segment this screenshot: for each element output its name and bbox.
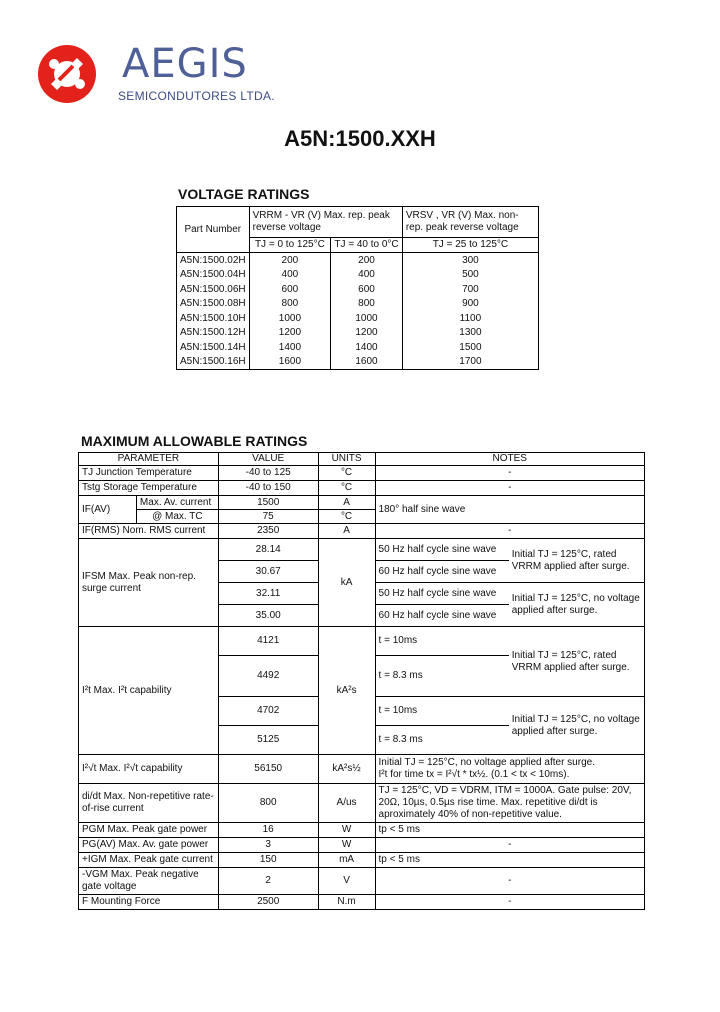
vrrm-0-125-cell: 1600 xyxy=(249,355,331,370)
param-tj: TJ Junction Temperature xyxy=(79,466,219,481)
value-i2t-3: 4702 xyxy=(218,697,318,726)
company-name: AEGIS xyxy=(122,41,248,87)
value-ifsm-1: 28.14 xyxy=(218,539,318,561)
table-row xyxy=(177,355,539,370)
vrrm-header: VRRM - VR (V) Max. rep. peak reverse voltage xyxy=(249,207,402,238)
units-ifav-2: °C xyxy=(318,510,375,524)
notes-vgm: - xyxy=(375,868,644,895)
units-didt: A/us xyxy=(318,784,375,823)
notes-tj: - xyxy=(375,466,644,481)
document-title: A5N:1500.XXH xyxy=(284,126,436,151)
table-row xyxy=(79,524,645,539)
vrsm-cell: 1300 xyxy=(402,326,538,341)
param-i2t: I²t Max. I²t capability xyxy=(79,627,219,755)
note-i2rt-2: I²t for time tx = I²√t * tx½. (0.1 < tx < 10ms). xyxy=(378,769,570,780)
param-ifav: IF(AV) xyxy=(79,496,137,524)
cond-i2t-1: t = 10ms xyxy=(375,627,509,656)
units-i2rt: kA²s½ xyxy=(318,755,375,784)
table-row xyxy=(79,755,645,784)
vrrm-0-125-cell: 1400 xyxy=(249,340,331,355)
value-force: 2500 xyxy=(218,895,318,910)
units-i2t: kA²s xyxy=(318,627,375,755)
table-row xyxy=(79,895,645,910)
vrrm-40-0-cell: 600 xyxy=(331,282,403,297)
vrrm-0-125-cell: 200 xyxy=(249,253,331,268)
table-row xyxy=(177,311,539,326)
cond-i2t-2: t = 8.3 ms xyxy=(375,656,509,697)
value-pgav: 3 xyxy=(218,838,318,853)
table-row xyxy=(79,481,645,496)
table-row xyxy=(177,253,539,268)
value-ifsm-3: 32.11 xyxy=(218,583,318,605)
table-row xyxy=(79,823,645,838)
part-number-cell: A5N:1500.14H xyxy=(177,340,250,355)
units-ifrms: A xyxy=(318,524,375,539)
table-row xyxy=(79,496,645,510)
value-i2rt: 56150 xyxy=(218,755,318,784)
note-ifsm-1: Initial TJ = 125°C, rated VRRM applied after surge. xyxy=(509,539,645,583)
units-pgav: W xyxy=(318,838,375,853)
value-ifsm-2: 30.67 xyxy=(218,561,318,583)
vrrm-40-0-cell: 800 xyxy=(331,297,403,312)
tj-range-2: TJ = 40 to 0°C xyxy=(331,238,403,253)
table-row xyxy=(79,853,645,868)
voltage-ratings-rows xyxy=(177,253,539,370)
max-ratings-table xyxy=(78,452,645,910)
param-i2rt: I²√t Max. I²√t capability xyxy=(79,755,219,784)
table-row xyxy=(79,838,645,853)
units-pgm: W xyxy=(318,823,375,838)
part-number-cell: A5N:1500.10H xyxy=(177,311,250,326)
value-ifav-2: 75 xyxy=(218,510,318,524)
units-igm: mA xyxy=(318,853,375,868)
value-igm: 150 xyxy=(218,853,318,868)
table-row xyxy=(79,627,645,656)
vrrm-0-125-cell: 800 xyxy=(249,297,331,312)
vrrm-0-125-cell: 1200 xyxy=(249,326,331,341)
part-number-cell: A5N:1500.02H xyxy=(177,253,250,268)
vrsm-cell: 1500 xyxy=(402,340,538,355)
notes-ifav: 180° half sine wave xyxy=(375,496,644,524)
voltage-ratings-heading: VOLTAGE RATINGS xyxy=(178,186,310,202)
tj-range-1: TJ = 0 to 125°C xyxy=(249,238,331,253)
units-ifsm: kA xyxy=(318,539,375,627)
part-number-cell: A5N:1500.06H xyxy=(177,282,250,297)
table-row xyxy=(177,282,539,297)
header-notes: NOTES xyxy=(375,453,644,466)
part-number-cell: A5N:1500.04H xyxy=(177,268,250,283)
vrrm-40-0-cell: 1400 xyxy=(331,340,403,355)
vrrm-40-0-cell: 200 xyxy=(331,253,403,268)
cond-ifsm-2: 60 Hz half cycle sine wave xyxy=(375,561,509,583)
value-ifsm-4: 35.00 xyxy=(218,605,318,627)
vrrm-40-0-cell: 1000 xyxy=(331,311,403,326)
value-tstg: -40 to 150 xyxy=(218,481,318,496)
table-row xyxy=(177,326,539,341)
value-i2t-4: 5125 xyxy=(218,726,318,755)
vrrm-0-125-cell: 1000 xyxy=(249,311,331,326)
tj-range-3: TJ = 25 to 125°C xyxy=(402,238,538,253)
part-number-cell: A5N:1500.08H xyxy=(177,297,250,312)
vrrm-40-0-cell: 1200 xyxy=(331,326,403,341)
notes-igm: tp < 5 ms xyxy=(375,853,644,868)
value-pgm: 16 xyxy=(218,823,318,838)
param-tstg: Tstg Storage Temperature xyxy=(79,481,219,496)
value-i2t-2: 4492 xyxy=(218,656,318,697)
notes-ifrms: - xyxy=(375,524,644,539)
notes-i2rt xyxy=(375,755,644,784)
note-i2t-1: Initial TJ = 125°C, rated VRRM applied after surge. xyxy=(509,627,645,697)
param-pgav: PG(AV) Max. Av. gate power xyxy=(79,838,219,853)
notes-didt: TJ = 125°C, VD = VDRM, ITM = 1000A. Gate pulse: 20V, 20Ω, 10µs, 0.5µs rise time. Max. repetitive di/dt is aproximately 40% of non-repetitive value. xyxy=(375,784,644,823)
cond-ifsm-1: 50 Hz half cycle sine wave xyxy=(375,539,509,561)
value-i2t-1: 4121 xyxy=(218,627,318,656)
value-ifav-1: 1500 xyxy=(218,496,318,510)
param-igm: +IGM Max. Peak gate current xyxy=(79,853,219,868)
note-i2rt-1: Initial TJ = 125°C, no voltage applied after surge. xyxy=(378,757,595,768)
notes-pgav: - xyxy=(375,838,644,853)
cond-ifsm-3: 50 Hz half cycle sine wave xyxy=(375,583,509,605)
units-tstg: °C xyxy=(318,481,375,496)
note-i2t-2: Initial TJ = 125°C, no voltage applied after surge. xyxy=(509,697,645,755)
part-number-header: Part Number xyxy=(177,207,250,253)
param-ifav-sub2: @ Max. TC xyxy=(136,510,218,524)
param-ifrms: IF(RMS) Nom. RMS current xyxy=(79,524,219,539)
header-value: VALUE xyxy=(218,453,318,466)
part-number-cell: A5N:1500.12H xyxy=(177,326,250,341)
param-ifsm: IFSM Max. Peak non-rep. surge current xyxy=(79,539,219,627)
company-subtitle: SEMICONDUTORES LTDA. xyxy=(118,89,275,103)
vrrm-0-125-cell: 600 xyxy=(249,282,331,297)
notes-pgm: tp < 5 ms xyxy=(375,823,644,838)
param-force: F Mounting Force xyxy=(79,895,219,910)
cond-i2t-3: t = 10ms xyxy=(375,697,509,726)
vrrm-40-0-cell: 1600 xyxy=(331,355,403,370)
note-ifsm-2: Initial TJ = 125°C, no voltage applied after surge. xyxy=(509,583,645,627)
voltage-ratings-table xyxy=(176,206,539,370)
cond-ifsm-4: 60 Hz half cycle sine wave xyxy=(375,605,509,627)
param-didt: di/dt Max. Non-repetitive rate-of-rise current xyxy=(79,784,219,823)
vrsm-cell: 900 xyxy=(402,297,538,312)
table-row xyxy=(79,784,645,823)
value-tj: -40 to 125 xyxy=(218,466,318,481)
units-force: N.m xyxy=(318,895,375,910)
table-row xyxy=(177,297,539,312)
vrsm-cell: 500 xyxy=(402,268,538,283)
vrsm-cell: 700 xyxy=(402,282,538,297)
value-didt: 800 xyxy=(218,784,318,823)
vrrm-0-125-cell: 400 xyxy=(249,268,331,283)
max-ratings-heading: MAXIMUM ALLOWABLE RATINGS xyxy=(81,433,308,449)
table-row xyxy=(79,868,645,895)
part-number-cell: A5N:1500.16H xyxy=(177,355,250,370)
value-vgm: 2 xyxy=(218,868,318,895)
units-vgm: V xyxy=(318,868,375,895)
vrsm-cell: 1100 xyxy=(402,311,538,326)
value-ifrms: 2350 xyxy=(218,524,318,539)
header-units: UNITS xyxy=(318,453,375,466)
company-logo xyxy=(37,44,97,104)
notes-tstg: - xyxy=(375,481,644,496)
notes-force: - xyxy=(375,895,644,910)
vrsm-cell: 300 xyxy=(402,253,538,268)
units-ifav-1: A xyxy=(318,496,375,510)
units-tj: °C xyxy=(318,466,375,481)
vrsm-header: VRSV , VR (V) Max. non-rep. peak reverse voltage xyxy=(402,207,538,238)
table-row xyxy=(177,268,539,283)
table-row xyxy=(177,340,539,355)
param-ifav-sub1: Max. Av. current xyxy=(136,496,218,510)
header-parameter: PARAMETER xyxy=(79,453,219,466)
param-vgm: -VGM Max. Peak negative gate voltage xyxy=(79,868,219,895)
table-row xyxy=(79,539,645,561)
table-row xyxy=(79,466,645,481)
cond-i2t-4: t = 8.3 ms xyxy=(375,726,509,755)
vrsm-cell: 1700 xyxy=(402,355,538,370)
param-pgm: PGM Max. Peak gate power xyxy=(79,823,219,838)
vrrm-40-0-cell: 400 xyxy=(331,268,403,283)
